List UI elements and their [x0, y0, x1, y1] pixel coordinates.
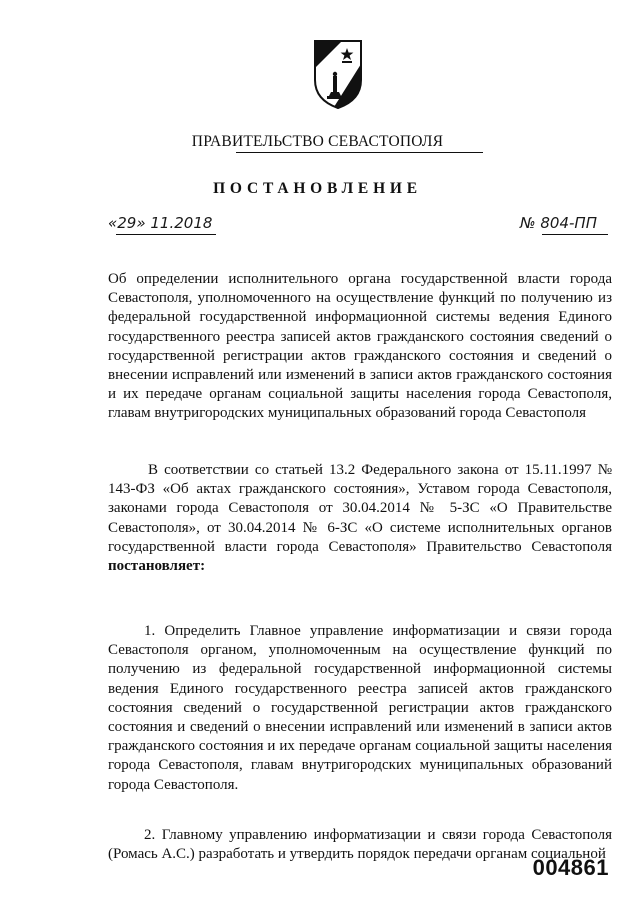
document-subject: Об определении исполнительного органа государственной власти города Севастополя, уполномоченного на осуществление функций по получению из федеральной государственной информационной системы ведения Единого государственного реестра записей актов гражданского состояния сведений о государственной регистрации актов гражданского состояния и сведений о внесении исправлений или изменений в записи актов гражданского состояния и их передаче органам социальной защиты населения города Севастополя, главам внутригородских муниципальных образований города Севастополя	[108, 271, 612, 422]
preamble-text: В соответствии со статьей 13.2 Федерального закона от 15.11.1997 № 143-ФЗ «Об актах гражданского состояния», Уставом города Севастополя, законами города Севастополя от 30.04.2014 № 5-ЗС «О Правительстве Севастополя», от 30.04.2014 № 6-ЗС «О системе исполнительных органов государственной власти города Севастополя» Правительство Севастополя	[108, 462, 612, 555]
document-number	[520, 212, 610, 236]
document-type: ПОСТАНОВЛЕНИЕ	[213, 180, 422, 197]
government-title-underline	[236, 152, 483, 153]
preamble-decree-word: постановляет:	[108, 558, 206, 575]
date-underline	[116, 234, 216, 235]
number-underline	[542, 234, 608, 235]
stamp-number: 004861	[532, 855, 609, 880]
document-date	[108, 212, 218, 236]
number-handwritten: № 804-ПП	[520, 214, 597, 232]
document-preamble	[108, 461, 612, 576]
decree-item-2: 2. Главному управлению информатизации и связи города Севастополя (Ромась А.С.) разработать и утвердить порядок передачи органам социальной	[108, 827, 612, 863]
sevastopol-coat-of-arms-icon	[312, 38, 364, 110]
government-title: ПРАВИТЕЛЬСТВО СЕВАСТОПОЛЯ	[191, 133, 444, 150]
decree-item-1: 1. Определить Главное управление информатизации и связи города Севастополя органом, уполномоченным на осуществление функций по получению из федеральной государственной информационной системы ведения Единого государственного реестра записей актов гражданского состояния сведений о государственной регистрации актов гражданского состояния и сведений о внесении исправлений или изменений в записи актов гражданского состояния и их передаче органам социальной защиты населения города Севастополя, главам внутригородских муниципальных образований города Севастополя.	[108, 623, 612, 793]
date-handwritten: «29» 11.2018	[108, 214, 213, 232]
